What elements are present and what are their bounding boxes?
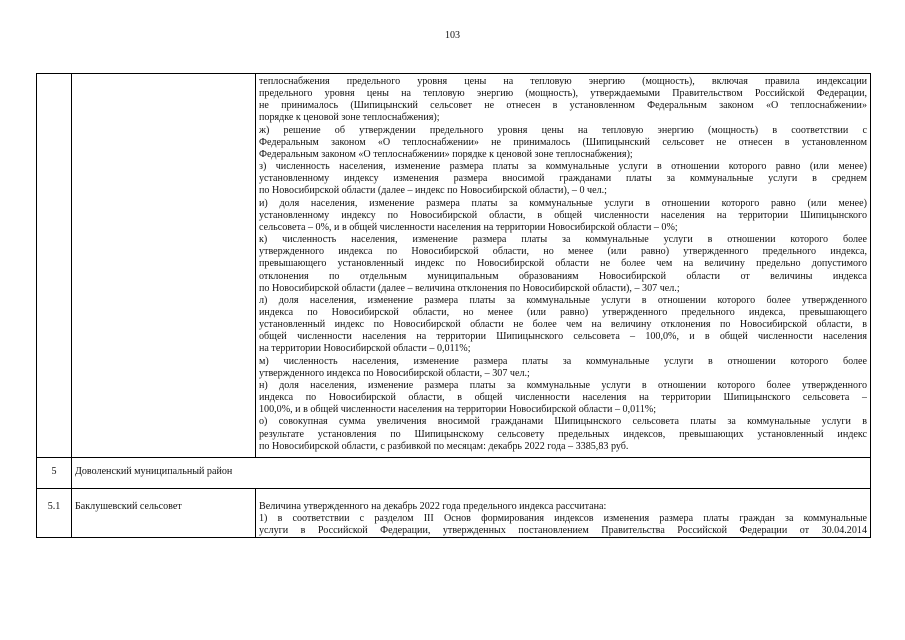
row-number-cell bbox=[37, 74, 72, 458]
text-line: з) численность населения, изменение размера платы за коммунальные услуги в отношении которого равно (или менее) bbox=[259, 161, 867, 173]
text-line: порядке к ценовой зоне теплоснабжения); bbox=[259, 112, 440, 124]
text-line: по Новосибирской области (далее – индекс по Новосибирской области), – 0 чел.; bbox=[259, 185, 607, 197]
text-line: не принималось (Шипицынский сельсовет не отнесен в установленном Федеральным законом «О теплоснабжении» bbox=[259, 100, 867, 112]
text-line: общей численности населения на территории Шипицынского сельсовета – 100,0%, и в общей численности населения bbox=[259, 331, 867, 343]
row-number-cell: 5 bbox=[37, 457, 72, 488]
table-row-subdivision bbox=[37, 488, 871, 537]
text-line: Величина утвержденного на декабрь 2022 года предельного индекса рассчитана: bbox=[259, 500, 607, 512]
text-line: утвержденного индекса по Новосибирской области, но менее (или равно) утвержденного предельного индекса, bbox=[259, 246, 867, 258]
description-cell bbox=[256, 488, 871, 537]
table-row-district bbox=[37, 457, 871, 488]
text-line: Федеральным законом «О теплоснабжении» не принималось (Шипицынский сельсовет не отнесен в установленном bbox=[259, 136, 867, 148]
text-line: индекса по Новосибирской области, в общей численности населения на территории Шипицынского сельсовета – bbox=[259, 392, 867, 404]
text-line: установленному индексу по Новосибирской области, в общей численности населения на территории Шипицынского bbox=[259, 209, 867, 221]
page-number: 103 bbox=[445, 30, 460, 41]
text-line: по Новосибирской области, с разбивкой по месяцам: декабрь 2022 года – 3385,83 руб. bbox=[259, 440, 629, 452]
text-line: установленному индексу изменения размера вносимой гражданами платы за коммунальные услуги в среднем bbox=[259, 173, 867, 185]
municipality-name-cell: Баклушевский сельсовет bbox=[72, 488, 256, 537]
text-line: к) численность населения, изменение размера платы за коммунальные услуги в отношении которого более bbox=[259, 234, 867, 246]
text-line: Федеральным законом «О теплоснабжении» порядке к ценовой зоне теплоснабжения); bbox=[259, 148, 633, 160]
text-line: результате установления по Шипицынскому сельсовету предельных индексов, превышающих установленный индекс bbox=[259, 428, 867, 440]
text-line: л) доля населения, изменение размера платы за коммунальные услуги в отношении которого более утвержденного bbox=[259, 294, 867, 306]
text-line: ж) решение об утверждении предельного уровня цены на тепловую энергию (мощность) в соответствии с bbox=[259, 124, 867, 136]
description-cell bbox=[256, 74, 871, 458]
text-line: отклонения по отдельным муниципальным образованиям Новосибирской области от величины индекса bbox=[259, 270, 867, 282]
text-line: 100,0%, и в общей численности населения на территории Новосибирской области – 0,011%; bbox=[259, 404, 657, 416]
text-line: утвержденного индекса по Новосибирской области, – 307 чел.; bbox=[259, 367, 530, 379]
row-number-cell: 5.1 bbox=[37, 488, 72, 537]
table-row-continuation bbox=[37, 74, 871, 458]
text-line: м) численность населения, изменение размера платы за коммунальные услуги в отношении которого более bbox=[259, 355, 867, 367]
text-line: услуги в Российской Федерации, утвержденных постановлением Правительства Российской Федерации от 30.04.2014 bbox=[259, 525, 867, 537]
text-line: индекса по Новосибирской области, но менее (или равно) утвержденного предельного индекса, превышающего bbox=[259, 306, 867, 318]
municipality-name-cell bbox=[72, 74, 256, 458]
text-line: теплоснабжения предельного уровня цены на тепловую энергию (мощность), включая правила индексации bbox=[259, 76, 867, 87]
text-line: и) доля населения, изменение размера платы за коммунальные услуги в отношении которого равно (или менее) bbox=[259, 197, 867, 209]
text-line: превышающего установленный индекс по Новосибирской области не более чем на величину предельно допустимого bbox=[259, 258, 867, 270]
text-line: сельсовета – 0%, и в общей численности населения на территории Новосибирской области – 0%; bbox=[259, 221, 678, 233]
text-line: 1) в соответствии с разделом III Основ формирования индексов изменения размера платы граждан за коммунальные bbox=[259, 513, 867, 524]
text-line: о) совокупная сумма увеличения вносимой гражданами Шипицынского сельсовета платы за коммунальные услуги в bbox=[259, 416, 867, 428]
text-line: н) доля населения, изменение размера платы за коммунальные услуги в отношении которого более утвержденного bbox=[259, 379, 867, 391]
text-line: по Новосибирской области (далее – величина отклонения по Новосибирской области), – 307 чел.; bbox=[259, 282, 680, 294]
text-line: на территории Новосибирской области – 0,011%; bbox=[259, 343, 471, 355]
district-name-cell: Доволенский муниципальный район bbox=[72, 457, 871, 488]
document-table bbox=[36, 73, 871, 538]
text-line: предельного уровня цены на тепловую энергию (мощность), утверждаемыми Правительством Российской Федерации, bbox=[259, 88, 867, 100]
text-line: установленный индекс по Новосибирской области не более чем на величину отклонения по Новосибирской области, в bbox=[259, 319, 867, 331]
